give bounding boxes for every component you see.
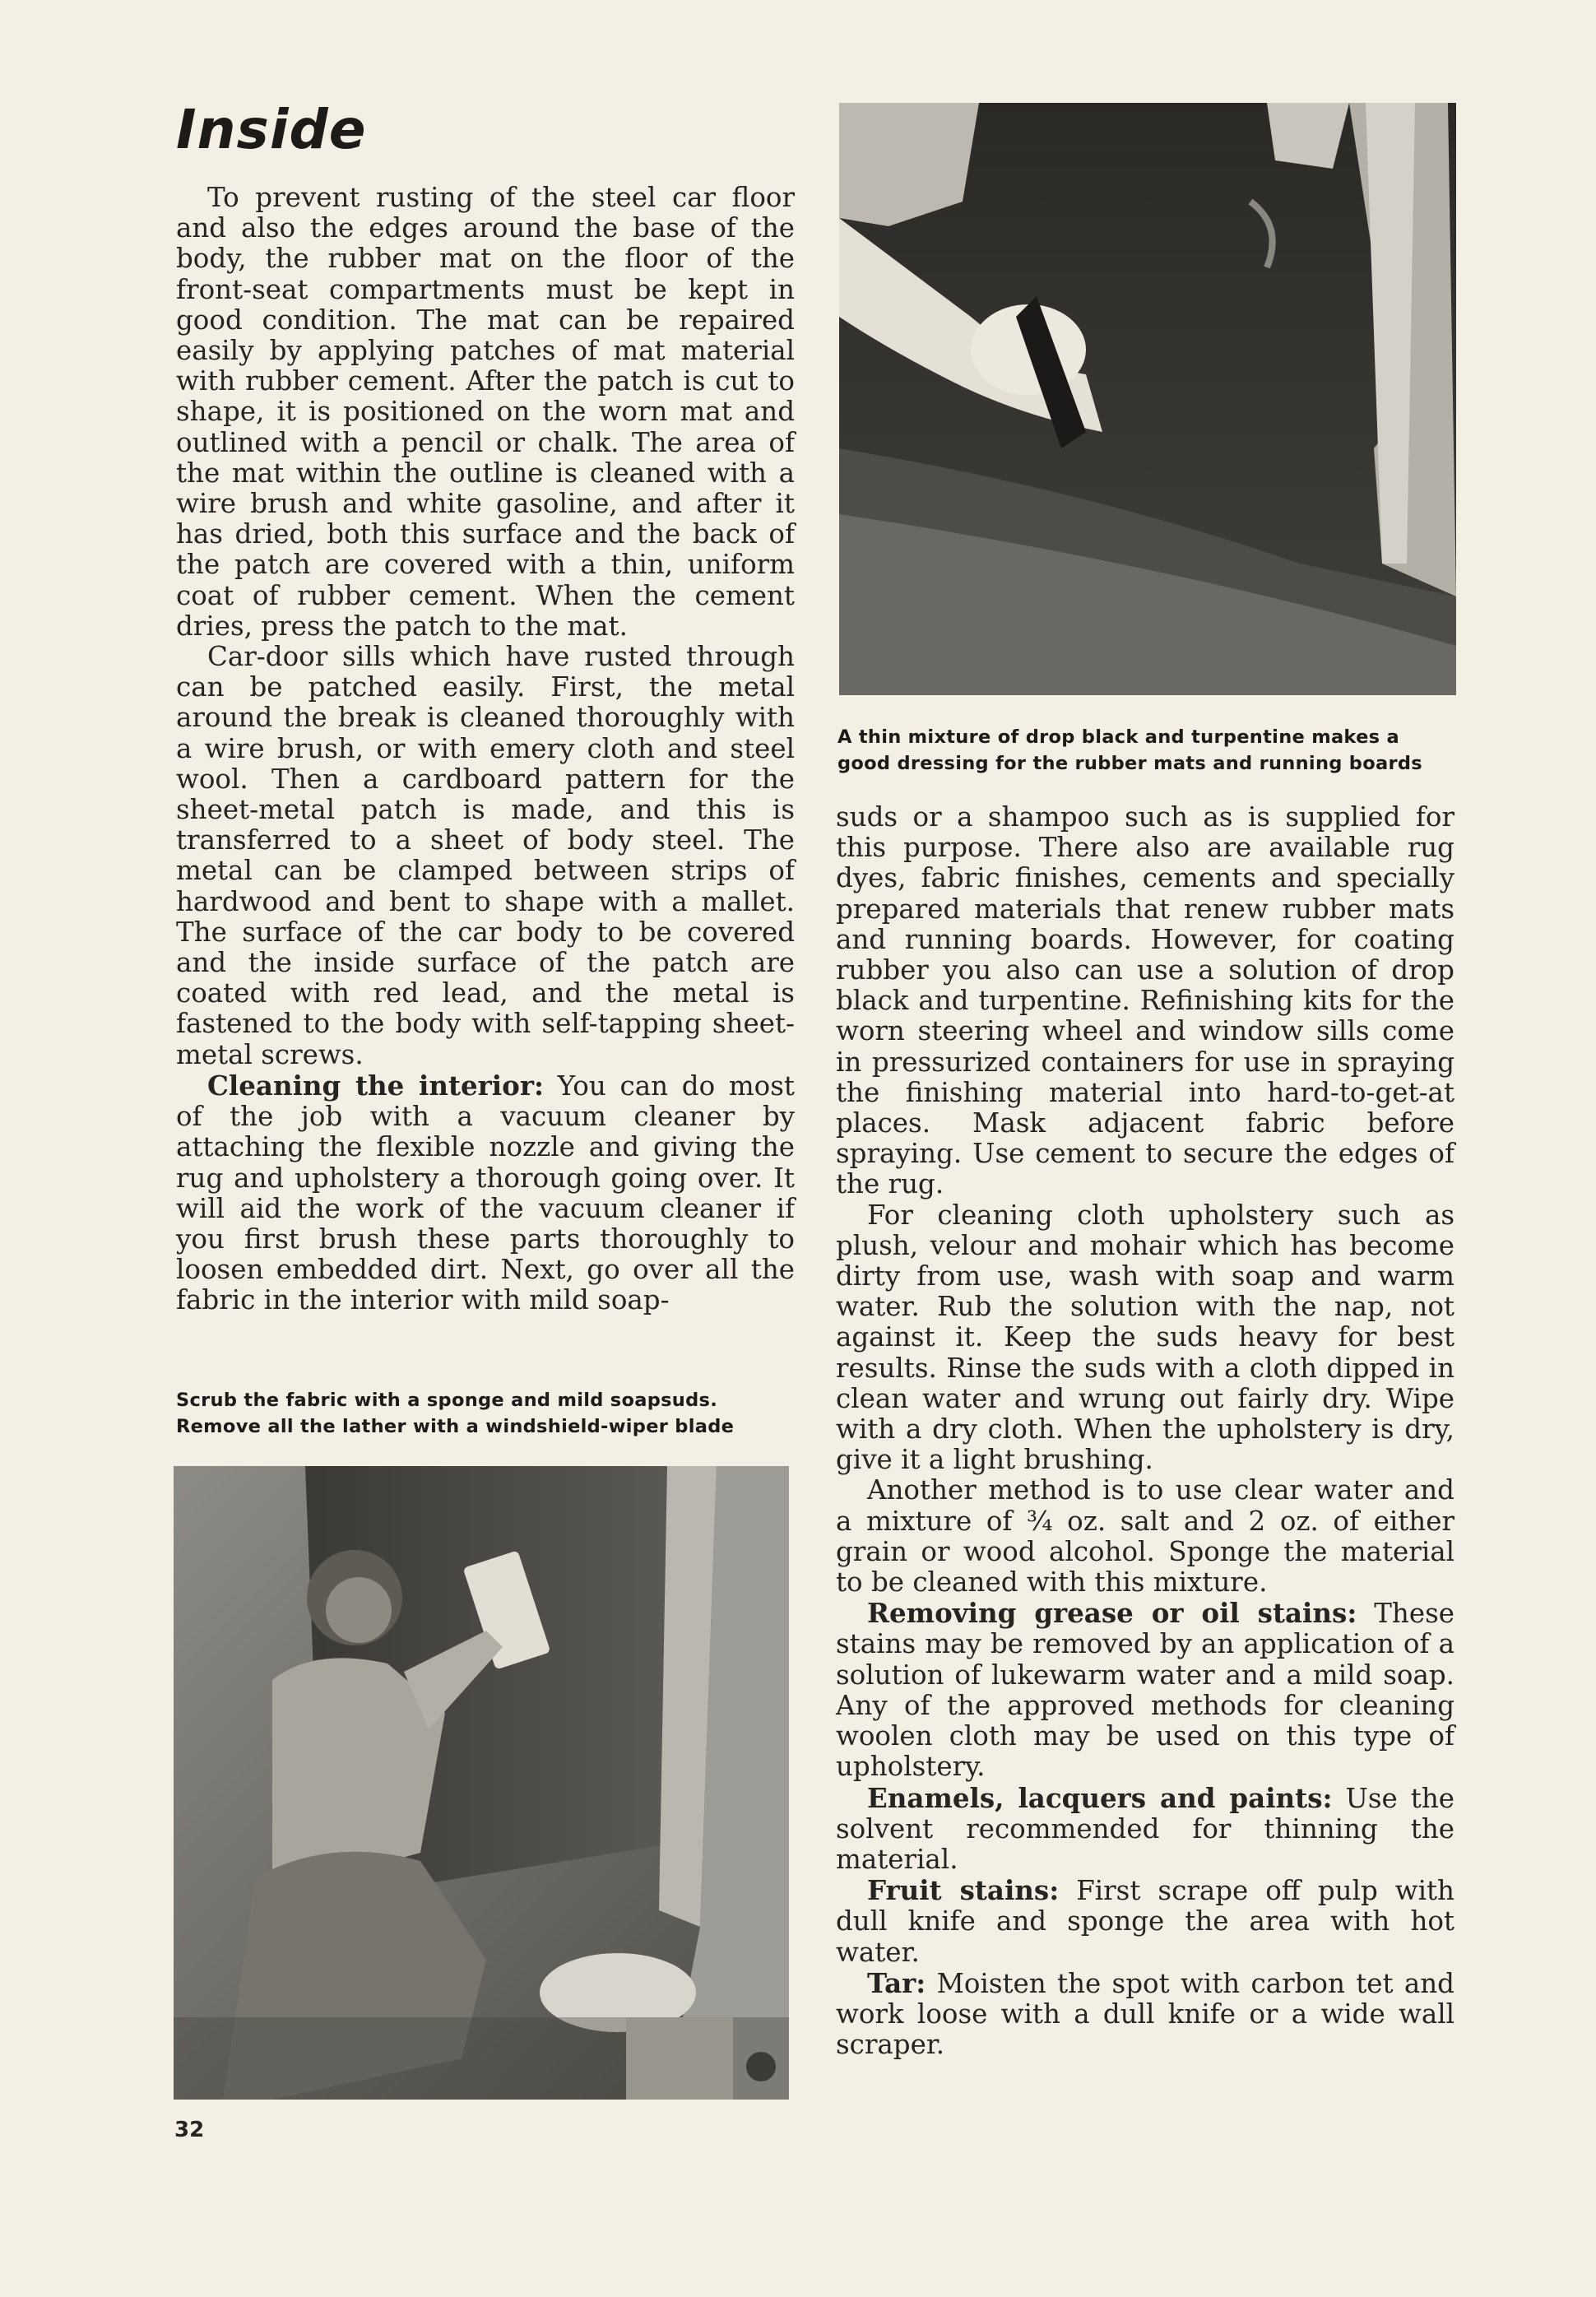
paragraph-text: Car-door sills which have rusted through can be patched easily. First, the metal around the break is cleaned thoroughly with a wire brush, or with emery cloth and steel wool. Then a cardboard pattern for the sheet-metal patch is made, and this is transferred to a sheet of body steel. The metal can be clamped between strips of hardwood and bent to shape with a mallet. The surface of the car body to be covered and the inside surface of the patch are coated with red lead, and the metal is fastened to the body with self-tapping sheet-metal screws. (176, 641, 795, 1070)
paragraph-text: Use the solvent recommended for thinning the material. (836, 1782, 1454, 1875)
photo-illustration (174, 1466, 789, 2100)
paragraph-text: These stains may be removed by an application of a solution of lukewarm water and a mild soap. Any of the approved methods for cleaning woolen cloth may be used on this type of upholstery. (836, 1598, 1454, 1783)
paragraph-lead: Tar: (867, 1966, 926, 1999)
photo-applying-mat-dressing (839, 103, 1456, 695)
paragraph-text: suds or a shampoo such as is supplied for this purpose. There also are available rug dyes, fabric finishes, cements and specially prepared materials that renew rubber mats and running boards. However, for coating rubber you also can use a solution of drop black and turpentine. Refinishing kits for the worn steering wheel and window sills come in pressurized containers for use in spraying the finishing material into hard-to-get-at places. Mask adjacent fabric before spraying. Use cement to secure the edges of the rug. (836, 801, 1454, 1200)
paragraph (836, 1783, 1454, 1876)
paragraph-text: First scrape off pulp with dull knife and sponge the area with hot water. (836, 1875, 1454, 1968)
paragraph-text: Moisten the spot with carbon tet and work loose with a dull knife or a wide wall scraper. (836, 1967, 1454, 2061)
paragraph (176, 642, 795, 1070)
paragraph (836, 1968, 1454, 2061)
bottom-photo-caption: Scrub the fabric with a sponge and mild soapsuds. Remove all the lather with a windshield-wiper blade (176, 1390, 735, 1437)
paragraph-lead: Enamels, lacquers and paints: (867, 1781, 1333, 1814)
photo-scrubbing-door-panel (174, 1466, 789, 2100)
page-number: 32 (174, 2118, 205, 2142)
paragraph-text: Another method is to use clear water and a mixture of ¾ oz. salt and 2 oz. of either grain or wood alcohol. Sponge the material to be cleaned with this mixture. (836, 1474, 1454, 1599)
paragraph-lead: Removing grease or oil stains: (867, 1597, 1357, 1630)
paragraph (176, 1070, 795, 1316)
paragraph (836, 1200, 1454, 1476)
paragraph (176, 183, 795, 642)
paragraph-text: For cleaning cloth upholstery such as plush, velour and mohair which has become dirty from use, wash with soap and warm water. Rub the solution with the nap, not against it. Keep the suds heavy for best results. Rinse the suds with a cloth dipped in clean water and wrung out fairly dry. Wipe with a dry cloth. When the upholstery is dry, give it a light brushing. (836, 1199, 1454, 1476)
top-photo-caption: A thin mixture of drop black and turpentine makes a good dressing for the rubber mats and running boards (837, 726, 1422, 774)
paragraph (836, 1875, 1454, 1968)
photo-illustration (839, 103, 1456, 695)
paragraph (836, 1598, 1454, 1782)
right-text-column (836, 802, 1454, 2060)
section-heading: Inside (176, 98, 367, 161)
paragraph-text: You can do most of the job with a vacuum cleaner by attaching the flexible nozzle and giving the rug and upholstery a thorough going over. It will aid the work of the vacuum cleaner if you first brush these parts thoroughly to loosen embedded dirt. Next, go over all the fabric in the interior with mild soap- (176, 1070, 795, 1316)
paragraph-lead: Fruit stains: (867, 1874, 1060, 1907)
paragraph (836, 1475, 1454, 1598)
left-text-column (176, 183, 795, 1316)
paragraph (836, 802, 1454, 1200)
paragraph-text: To prevent rusting of the steel car floor and also the edges around the base of the body, the rubber mat on the floor of the front-seat compartments must be kept in good condition. The mat can be repaired easily by applying patches of mat material with rubber cement. After the patch is cut to shape, it is positioned on the worn mat and outlined with a pencil or chalk. The area of the mat within the outline is cleaned with a wire brush and white gasoline, and after it has dried, both this surface and the back of the patch are covered with a thin, uniform coat of rubber cement. When the cement dries, press the patch to the mat. (176, 182, 795, 642)
paragraph-lead: Cleaning the interior: (207, 1069, 544, 1102)
